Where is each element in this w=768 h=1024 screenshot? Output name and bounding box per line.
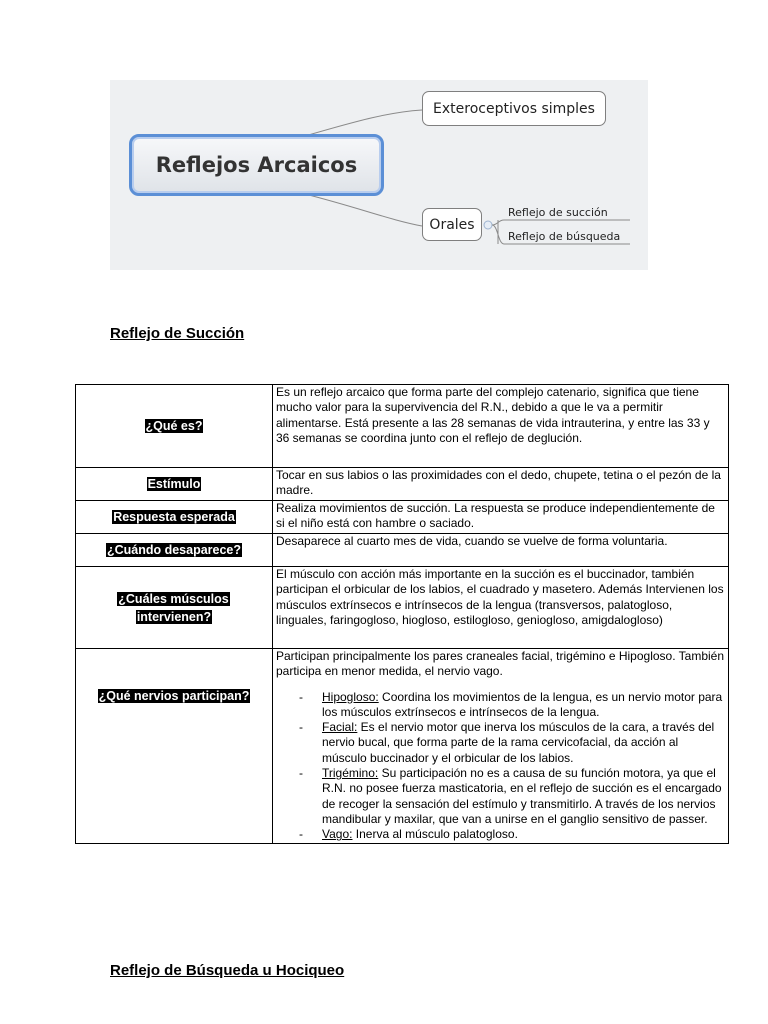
- row-question: ¿Qué es?: [76, 385, 273, 468]
- row-question: ¿Cuándo desaparece?: [76, 534, 273, 567]
- list-item: - Vago: Inerva al músculo palatogloso.: [299, 827, 518, 842]
- mind-map-central-topic: Reflejos Arcaicos: [129, 134, 384, 196]
- mind-map-leaf-busqueda: Reflejo de búsqueda: [508, 230, 621, 243]
- row-answer: [273, 649, 729, 844]
- table-row: [76, 501, 729, 534]
- row-answer: Desaparece al cuarto mes de vida, cuando se vuelve de forma voluntaria.: [273, 534, 729, 567]
- table-row: [76, 534, 729, 567]
- reflex-info-table: [75, 384, 729, 844]
- row-answer: El músculo con acción más importante en la succión es el buccinador, también participan el orbicular de los labios, el cuadrado y masetero. Además Intervienen los músculos extrínsecos e intrínsecos de la lengua (transversos, palatogloso, linguales, faringogloso, hiogloso, estilogloso, geniogloso, amigdalogloso): [273, 567, 729, 649]
- mind-map-node-orales: Orales: [422, 208, 482, 241]
- list-item: - Facial: Es el nervio motor que inerva los músculos de la cara, a través del nervio bucal, que forma parte de la rama cervicofacial, da acción al músculo buccinador y el orbicular de los labios.: [299, 720, 715, 765]
- row-answer: Es un reflejo arcaico que forma parte del complejo catenario, significa que tiene mucho valor para la supervivencia del R.N., debido a que le va a permitir alimentarse. Está presente a las 28 semanas de vida intrauterina, y entre las 33 y 36 semanas se coordina junto con el reflejo de deglución.: [273, 385, 729, 468]
- row-answer: Tocar en sus labios o las proximidades con el dedo, chupete, tetina o el pezón de la madre.: [273, 468, 729, 501]
- row-question: Estímulo: [76, 468, 273, 501]
- row-question: ¿Qué nervios participan?: [76, 649, 273, 844]
- row-question: ¿Cuáles músculos intervienen?: [76, 567, 273, 649]
- nerves-list: [276, 690, 725, 843]
- table-row: [76, 649, 729, 844]
- mind-map: [110, 80, 648, 270]
- section-heading-busqueda: Reflejo de Búsqueda u Hociqueo: [110, 962, 345, 979]
- table-row: [76, 567, 729, 649]
- row-question: Respuesta esperada: [76, 501, 273, 534]
- nerves-intro: Participan principalmente los pares craneales facial, trigémino e Hipogloso. También participa en menor medida, el nervio vago.: [276, 649, 725, 679]
- table-row: [76, 468, 729, 501]
- section-heading-succion: Reflejo de Succión: [110, 325, 245, 342]
- mind-map-leaf-succion: Reflejo de succión: [508, 206, 608, 219]
- list-item: - Hipogloso: Coordina los movimientos de la lengua, es un nervio motor para los músculos extrínsecos e intrínsecos de la lengua.: [299, 689, 723, 719]
- table-row: [76, 385, 729, 468]
- list-item: - Trigémino: Su participación no es a causa de su función motora, ya que el R.N. no posee fuerza masticatoria, en el reflejo de succión es el encargado de recoger la sensación del estímulo y transmitirlo. A través de los nervios mandibular y maxilar, que van a unirse en el ganglio sensitivo de passer.: [299, 766, 722, 826]
- row-answer: Realiza movimientos de succión. La respuesta se produce independientemente de si el niño está con hambre o saciado.: [273, 501, 729, 534]
- mind-map-node-exteroceptivos: Exteroceptivos simples: [422, 91, 606, 126]
